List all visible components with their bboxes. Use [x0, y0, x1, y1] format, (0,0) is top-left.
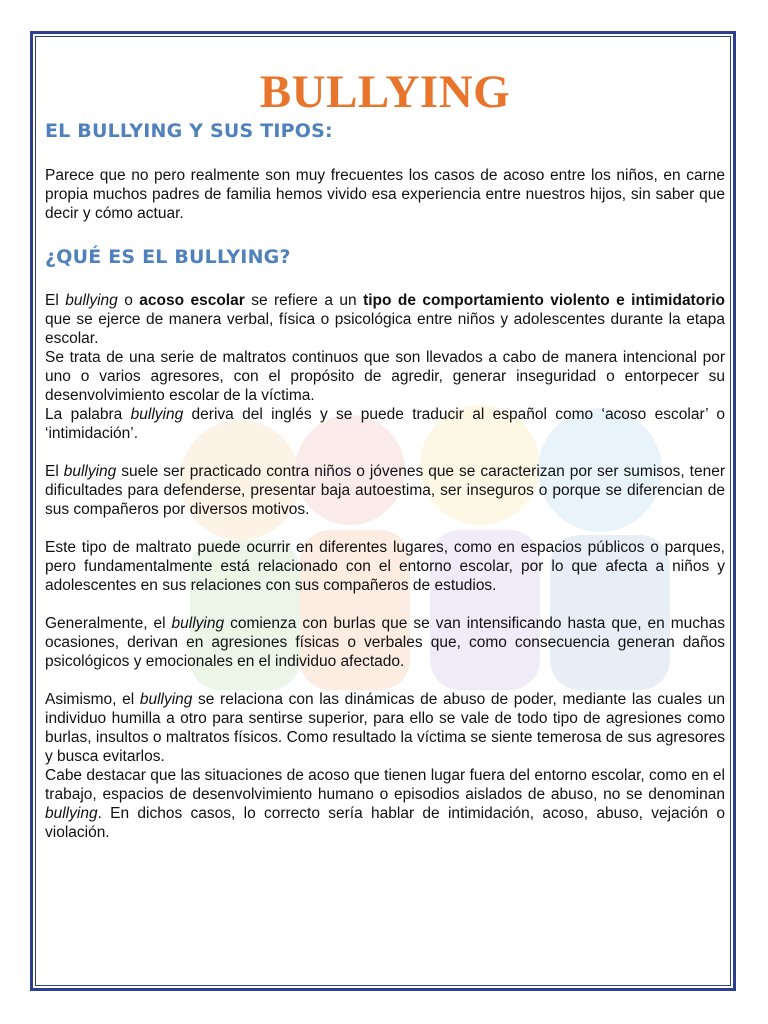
general-paragraph — [45, 614, 725, 671]
italic-term: bullying — [130, 406, 184, 423]
series-paragraph: Se trata de una serie de maltratos continuos que son llevados a cabo de manera intencional por uno o varios agresores, con el propósito de agredir, generar inseguridad o entorpecer su desenvolvimiento escolar de la víctima. — [45, 349, 725, 404]
document-title: BULLYING — [259, 66, 511, 118]
text-run: se relaciona con las dinámicas de abuso de poder, mediante las cuales un individuo humilla a otro para sentirse superior, para ello se vale de todo tipo de agresiones como burlas, insultos o maltratos físicos. Como resultado la víctima se siente temerosa de sus agresores y busca evitarlos. — [45, 691, 725, 765]
text-run: suele ser practicado contra niños o jóvenes que se caracterizan por ser sumisos, tener dificultades para defenderse, presentar baja autoestima, ser inseguros o porque se diferencian de sus compañeros por diversos motivos. — [45, 463, 725, 518]
text-run: comienza con burlas que se van intensificando hasta que, en muchas ocasiones, derivan en agresiones físicas o verbales que, como consecuencia generan daños psicológicos y emocionales en el individuo afectado. — [45, 615, 725, 670]
text-run: El — [45, 463, 64, 480]
section-heading-what-is: ¿QUÉ ES EL BULLYING? — [45, 246, 291, 268]
text-run: se refiere a un — [244, 292, 364, 309]
text-run: . En dichos casos, lo correcto sería hablar de intimidación, acoso, abuso, vejación o violación. — [45, 805, 725, 841]
victims-paragraph — [45, 462, 725, 519]
definition-paragraph — [45, 291, 725, 348]
italic-term: bullying — [45, 805, 98, 822]
section-heading-types: EL BULLYING Y SUS TIPOS: — [45, 120, 333, 142]
places-paragraph: Este tipo de maltrato puede ocurrir en diferentes lugares, como en espacios públicos o parques, pero fundamentalmente está relacionado con el entorno escolar, por lo que afecta a niños y adolescentes en sus relaciones con sus compañeros de estudios. — [45, 539, 725, 594]
text-run: Asimismo, el — [45, 691, 140, 708]
text-run: El — [45, 292, 66, 309]
origin-paragraph — [45, 405, 725, 443]
text-run: Cabe destacar que las situaciones de acoso que tienen lugar fuera del entorno escolar, como en el trabajo, espacios de desenvolvimiento humano o episodios aislados de abuso, no se denominan — [45, 767, 725, 803]
italic-term: bullying — [139, 691, 193, 708]
outside-paragraph — [45, 766, 725, 842]
bold-term: tipo de comportamiento violento e intimidatorio — [363, 292, 725, 309]
text-run: Generalmente, el — [45, 615, 172, 632]
italic-term: bullying — [63, 463, 117, 480]
text-run: que se ejerce de manera verbal, física o psicológica entre niños y adolescentes durante la etapa escolar. — [45, 311, 725, 347]
text-run: o — [117, 292, 140, 309]
text-run: La palabra — [45, 406, 131, 423]
bold-term: acoso escolar — [139, 292, 245, 309]
italic-term: bullying — [65, 292, 118, 309]
power-paragraph — [45, 690, 725, 766]
document-body — [45, 62, 725, 842]
intro-paragraph: Parece que no pero realmente son muy frecuentes los casos de acoso entre los niños, en carne propia muchos padres de familia hemos vivido esa experiencia entre nuestros hijos, sin saber que decir y cómo actuar. — [45, 167, 725, 222]
text-run: deriva del inglés y se puede traducir al español como ‘acoso escolar’ o ‘intimidación’. — [45, 406, 726, 442]
italic-term: bullying — [171, 615, 225, 632]
